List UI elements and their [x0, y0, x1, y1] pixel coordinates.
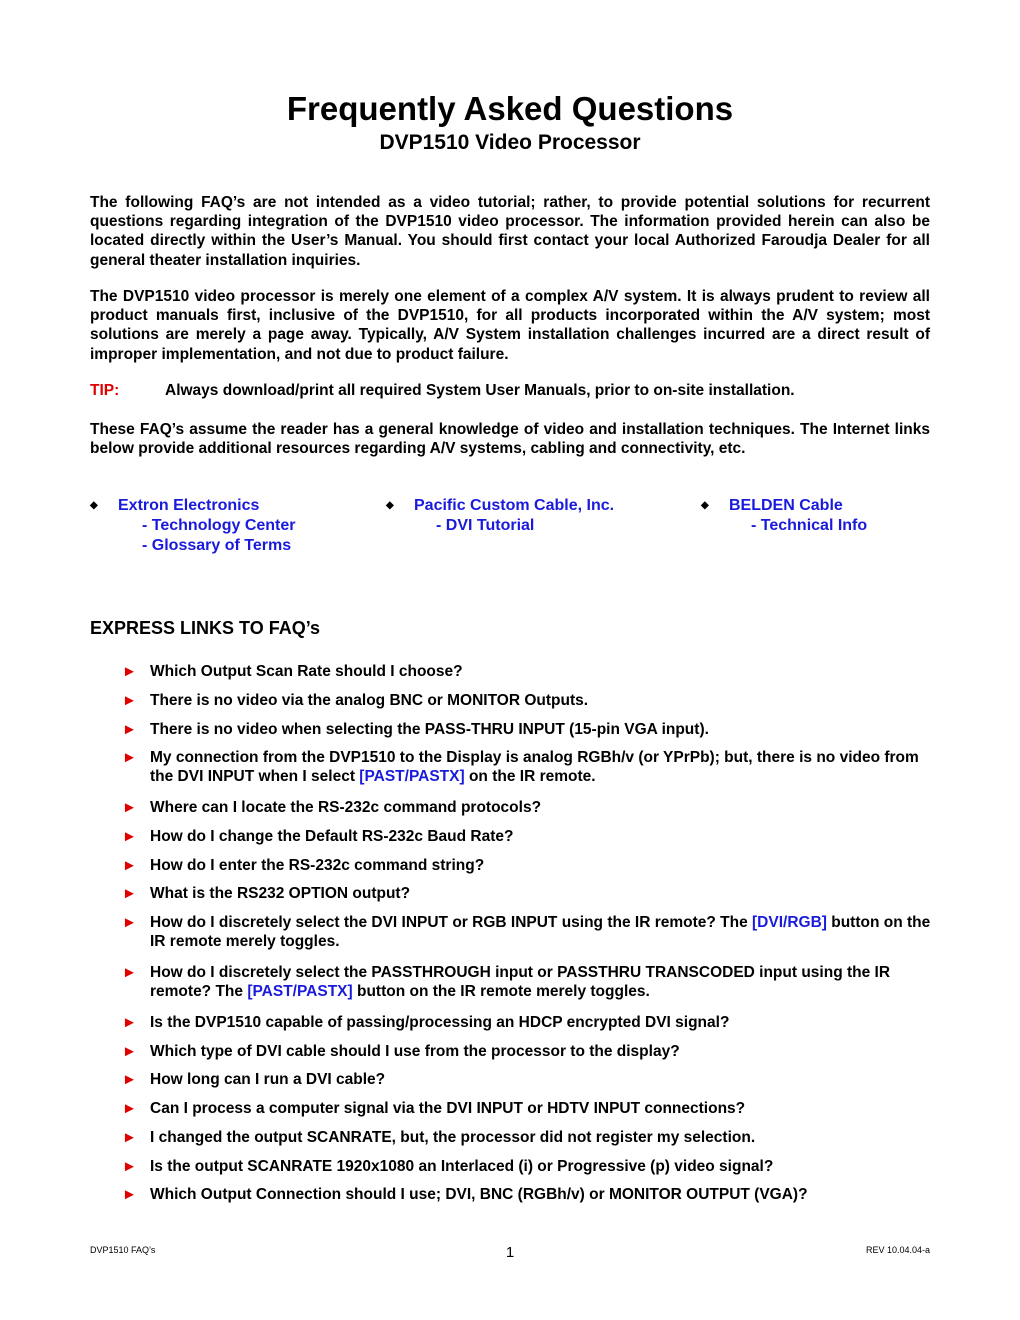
faq-question-text[interactable] [150, 748, 940, 786]
diamond-icon: ◆ [701, 500, 709, 511]
faq-question-text[interactable]: Which Output Scan Rate should I choose? [150, 663, 463, 680]
red-triangle-arrow-icon: ► [122, 828, 137, 845]
faq-question-text[interactable]: How long can I run a DVI cable? [150, 1071, 386, 1088]
red-triangle-arrow-icon: ► [122, 914, 137, 931]
red-triangle-arrow-icon: ► [122, 1100, 137, 1117]
faq-question-text[interactable]: I changed the output SCANRATE, but, the processor did not register my selection. [150, 1129, 756, 1146]
link-extron-electronics[interactable]: Extron Electronics [118, 497, 260, 514]
link-technology-center[interactable]: - Technology Center [142, 517, 296, 534]
faq-question-text[interactable]: Where can I locate the RS-232c command protocols? [150, 799, 542, 816]
faq-question-text-part: on the IR remote. [464, 768, 596, 785]
red-triangle-arrow-icon: ► [122, 857, 137, 874]
red-triangle-arrow-icon: ► [122, 1129, 137, 1146]
footer-doc-name: DVP1510 FAQ’s [90, 1245, 156, 1255]
page-title: Frequently Asked Questions [286, 90, 734, 127]
faq-question-text[interactable]: Is the DVP1510 capable of passing/processing an HDCP encrypted DVI signal? [150, 1014, 730, 1031]
diamond-icon: ◆ [90, 500, 98, 511]
red-triangle-arrow-icon: ► [122, 799, 137, 816]
link-pacific-custom-cable[interactable]: Pacific Custom Cable, Inc. [414, 497, 615, 514]
link-dvi-tutorial[interactable]: - DVI Tutorial [436, 517, 535, 534]
faq-question-text[interactable]: There is no video via the analog BNC or MONITOR Outputs. [150, 692, 589, 709]
faq-question-text-part: button on the IR remote merely toggles. [150, 914, 931, 950]
faq-question-text[interactable]: Which type of DVI cable should I use from the processor to the display? [150, 1043, 680, 1060]
link-belden-cable[interactable]: BELDEN Cable [729, 497, 843, 514]
faq-question-text[interactable]: What is the RS232 OPTION output? [150, 885, 411, 902]
faq-question-text[interactable]: There is no video when selecting the PASS-THRU INPUT (15-pin VGA input). [150, 721, 709, 738]
footer-revision: REV 10.04.04-a [865, 1245, 930, 1255]
faq-question-text[interactable]: How do I enter the RS-232c command string? [150, 857, 485, 874]
page-subtitle: DVP1510 Video Processor [379, 131, 641, 154]
express-links-heading: EXPRESS LINKS TO FAQ’s [90, 618, 321, 638]
tip-label: TIP: [90, 382, 120, 399]
intro-paragraph-1: The following FAQ’s are not intended as a video tutorial; rather, to provide potential solutions for recurrent questions regarding integration of the DVP1510 video processor. The information provided herein can also be located directly within the User’s Manual. You should first contact your local Authorized Faroudja Dealer for all general theater installation inquiries. [90, 194, 930, 269]
red-triangle-arrow-icon: ► [122, 692, 137, 709]
red-triangle-arrow-icon: ► [122, 749, 137, 766]
red-triangle-arrow-icon: ► [122, 1071, 137, 1088]
remote-button-label: [PAST/PASTX] [247, 983, 353, 1000]
faq-question-text[interactable]: How do I change the Default RS-232c Baud Rate? [150, 828, 514, 845]
intro-paragraph-3: These FAQ’s assume the reader has a general knowledge of video and installation techniques. The Internet links below provide additional resources regarding A/V systems, cabling and connectivity, etc. [90, 421, 930, 458]
red-triangle-arrow-icon: ► [122, 663, 137, 680]
intro-paragraph-2: The DVP1510 video processor is merely one element of a complex A/V system. It is always prudent to review all product manuals first, inclusive of the DVP1510, for all products incorporated within the A/V system; most solutions are merely a page away. Typically, A/V System installation challenges incurred are a direct result of improper implementation, and not due to product failure. [90, 288, 930, 363]
red-triangle-arrow-icon: ► [122, 1186, 137, 1203]
remote-button-label: [PAST/PASTX] [359, 768, 465, 785]
red-triangle-arrow-icon: ► [122, 721, 137, 738]
faq-question-text[interactable] [150, 963, 940, 1001]
red-triangle-arrow-icon: ► [122, 885, 137, 902]
faq-question-text[interactable] [150, 913, 940, 951]
faq-question-text-part: How do I discretely select the PASSTHROUGH input or PASSTHRU TRANSCODED input using the IR remote? The [150, 964, 891, 1000]
faq-question-text-part: My connection from the DVP1510 to the Display is analog RGBh/v (or YPrPb); but, there is no video from the DVI INPUT when I select [150, 749, 919, 785]
link-glossary-of-terms[interactable]: - Glossary of Terms [142, 537, 292, 554]
faq-question-text[interactable]: Which Output Connection should I use; DVI, BNC (RGBh/v) or MONITOR OUTPUT (VGA)? [150, 1186, 808, 1203]
red-triangle-arrow-icon: ► [122, 964, 137, 981]
red-triangle-arrow-icon: ► [122, 1043, 137, 1060]
link-technical-info[interactable]: - Technical Info [751, 517, 868, 534]
tip-text: Always download/print all required System User Manuals, prior to on-site installation. [165, 382, 795, 399]
tip-line [90, 381, 930, 400]
diamond-icon: ◆ [386, 500, 394, 511]
faq-question-text-part: How do I discretely select the DVI INPUT or RGB INPUT using the IR remote? The [150, 914, 753, 931]
faq-question-text[interactable]: Can I process a computer signal via the DVI INPUT or HDTV INPUT connections? [150, 1100, 746, 1117]
page-number: 1 [505, 1244, 515, 1261]
red-triangle-arrow-icon: ► [122, 1158, 137, 1175]
red-triangle-arrow-icon: ► [122, 1014, 137, 1031]
faq-question-text[interactable]: Is the output SCANRATE 1920x1080 an Interlaced (i) or Progressive (p) video signal? [150, 1158, 774, 1175]
faq-question-text-part: button on the IR remote merely toggles. [352, 983, 650, 1000]
remote-button-label: [DVI/RGB] [752, 914, 827, 931]
